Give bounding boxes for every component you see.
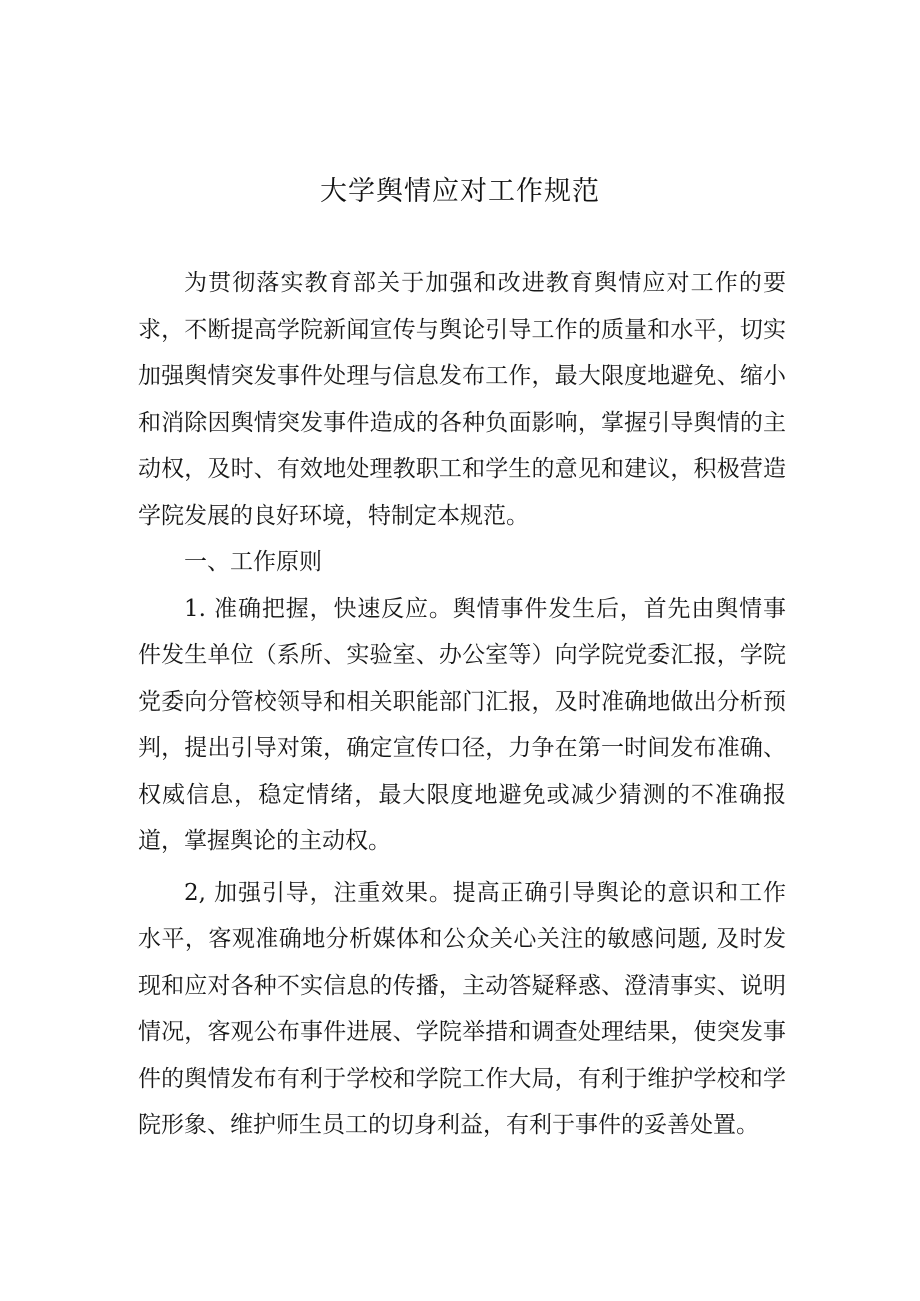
document-body (138, 260, 786, 1149)
principle-item-2: 2, 加强引导，注重效果。提高正确引导舆论的意识和工作水平，客观准确地分析媒体和公众关心关注的敏感问题, 及时发现和应对各种不实信息的传播，主动答疑释惑、澄清事实、说明情况，客观公布事件进展、学院举措和调查处理结果，使突发事件的舆情发布有利于学校和学院工作大局，有利于维护学校和学院形象、维护师生员工的切身利益，有利于事件的妥善处置。 (138, 879, 786, 1138)
intro-paragraph: 为贯彻落实教育部关于加强和改进教育舆情应对工作的要求，不断提高学院新闻宣传与舆论引导工作的质量和水平，切实加强舆情突发事件处理与信息发布工作，最大限度地避免、缩小和消除因舆情突发事件造成的各种负面影响，掌握引导舆情的主动权，及时、有效地处理教职工和学生的意见和建议，积极营造学院发展的良好环境，特制定本规范。 (138, 270, 786, 529)
section-heading-principles: 一、工作原则 (184, 549, 322, 575)
principle-item-1: 1. 准确把握，快速反应。舆情事件发生后，首先由舆情事件发生单位（系所、实验室、办公室等）向学院党委汇报，学院党委向分管校领导和相关职能部门汇报，及时准确地做出分析预判，提出引导对策，确定宣传口径，力争在第一时间发布准确、权威信息，稳定情绪，最大限度地避免或减少猜测的不准确报道，掌握舆论的主动权。 (138, 595, 786, 854)
document-title: 大学舆情应对工作规范 (320, 176, 600, 207)
